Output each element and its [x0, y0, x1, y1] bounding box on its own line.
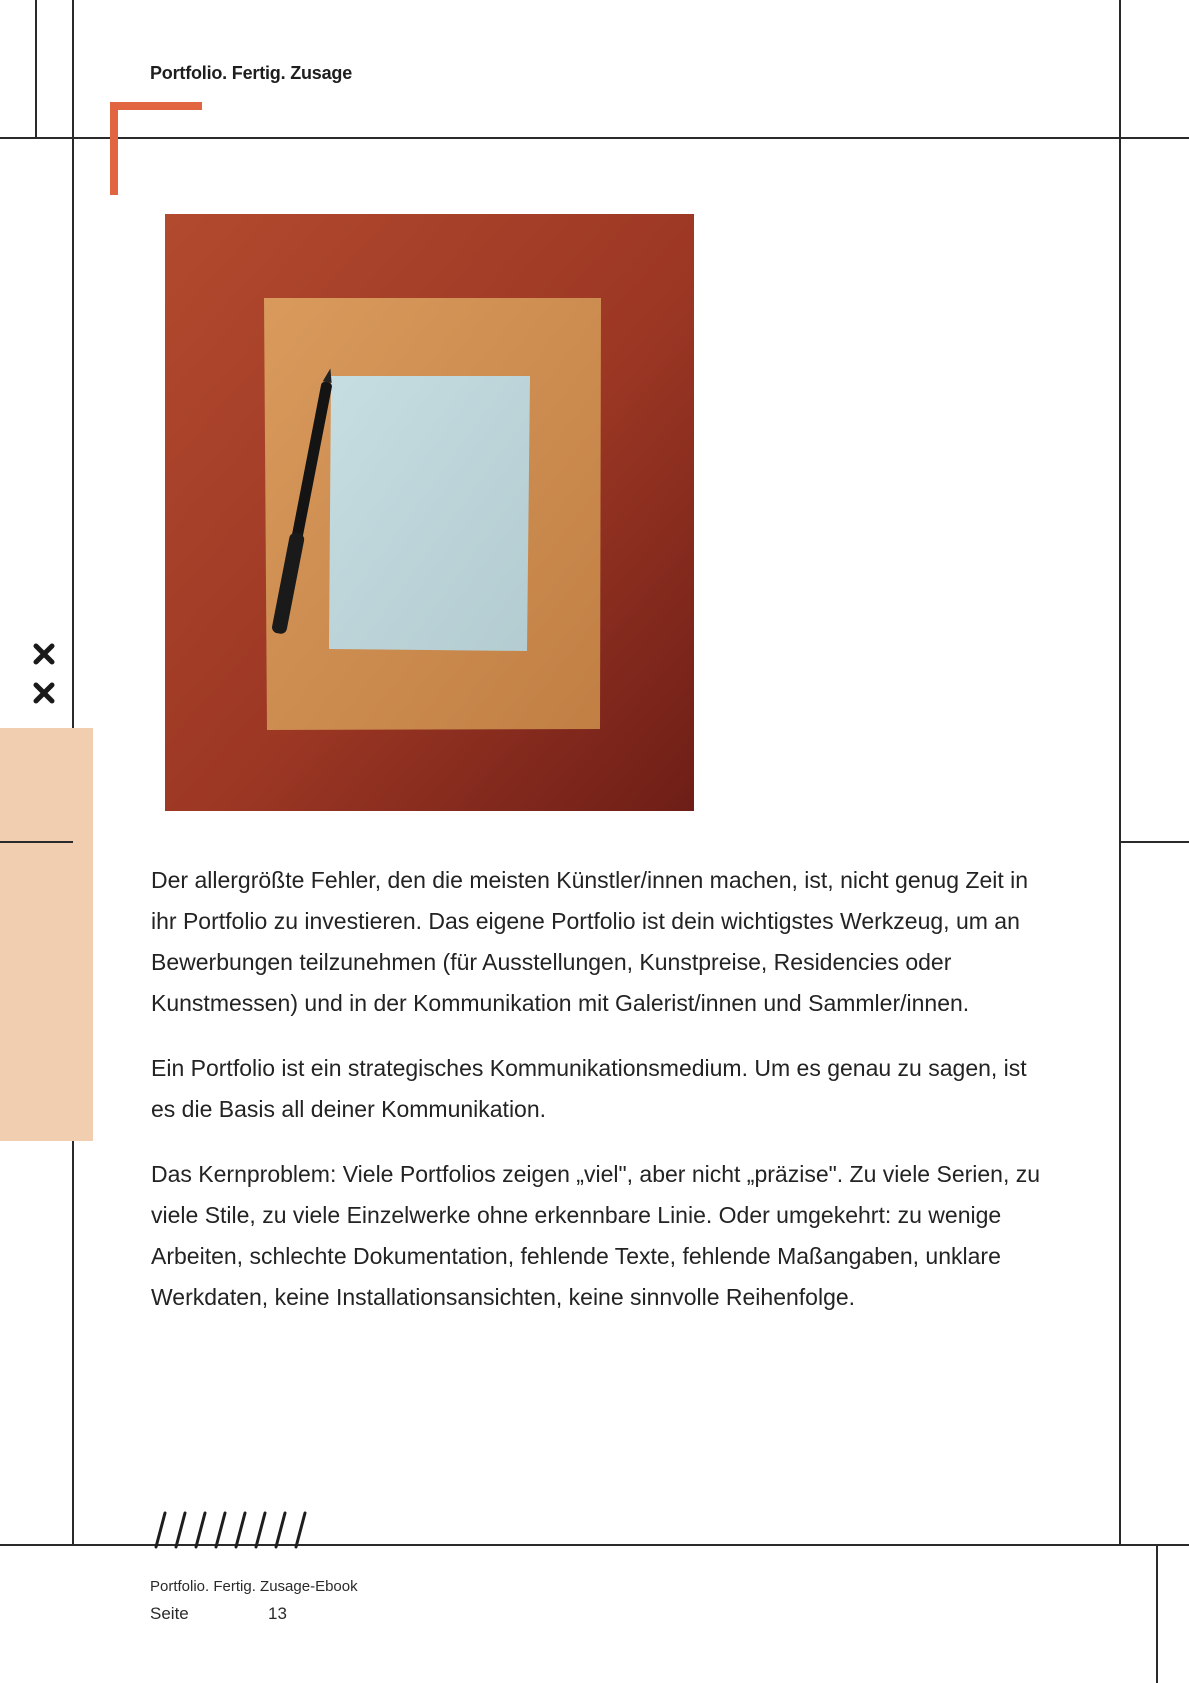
footer-title: Portfolio. Fertig. Zusage-Ebook	[150, 1578, 358, 1595]
paragraph-3: Das Kernproblem: Viele Portfolios zeigen „viel", aber nicht „präzise". Zu viele Serien, zu viele Stile, zu viele Einzelwerke ohne erkennbare Linie. Oder umgekehrt: zu wenige Arbeiten, schlechte Dokumentation, fehlende Texte, fehlende Maßangaben, unklare Werkdaten, keine Installationsansichten, keine sinnvolle Reihenfolge.	[151, 1161, 1041, 1310]
body-text	[151, 860, 1051, 1342]
slash-decoration	[151, 1508, 321, 1552]
close-icon	[32, 681, 56, 705]
footer-page-number: 13	[268, 1604, 287, 1623]
portfolio-photo	[165, 214, 694, 811]
page-header-title: Portfolio. Fertig. Zusage	[150, 63, 353, 83]
frame-line-left-top	[35, 0, 37, 139]
close-icon	[32, 642, 56, 666]
peach-block-divider	[0, 841, 73, 843]
frame-line-right-short	[1119, 841, 1189, 843]
frame-line-bottom-right-vertical	[1156, 1544, 1158, 1683]
frame-line-right	[1119, 0, 1121, 1546]
accent-bracket-vertical	[110, 102, 118, 195]
paragraph-2: Ein Portfolio ist ein strategisches Kommunikationsmedium. Um es genau zu sagen, ist es die Basis all deiner Kommunikation.	[151, 1055, 1027, 1122]
peach-side-block	[0, 728, 93, 1141]
paragraph-1: Der allergrößte Fehler, den die meisten Künstler/innen machen, ist, nicht genug Zeit in ihr Portfolio zu investieren. Das eigene Portfolio ist dein wichtigstes Werkzeug, um an Bewerbungen teilzunehmen (für Ausstellungen, Kunstpreise, Residencies oder Kunstmessen) und in der Kommunikation mit Galerist/innen und Sammler/innen.	[151, 867, 1029, 1016]
frame-line-top	[0, 137, 1189, 139]
footer-page-label: Seite	[150, 1604, 189, 1623]
accent-bracket-horizontal	[110, 102, 202, 110]
